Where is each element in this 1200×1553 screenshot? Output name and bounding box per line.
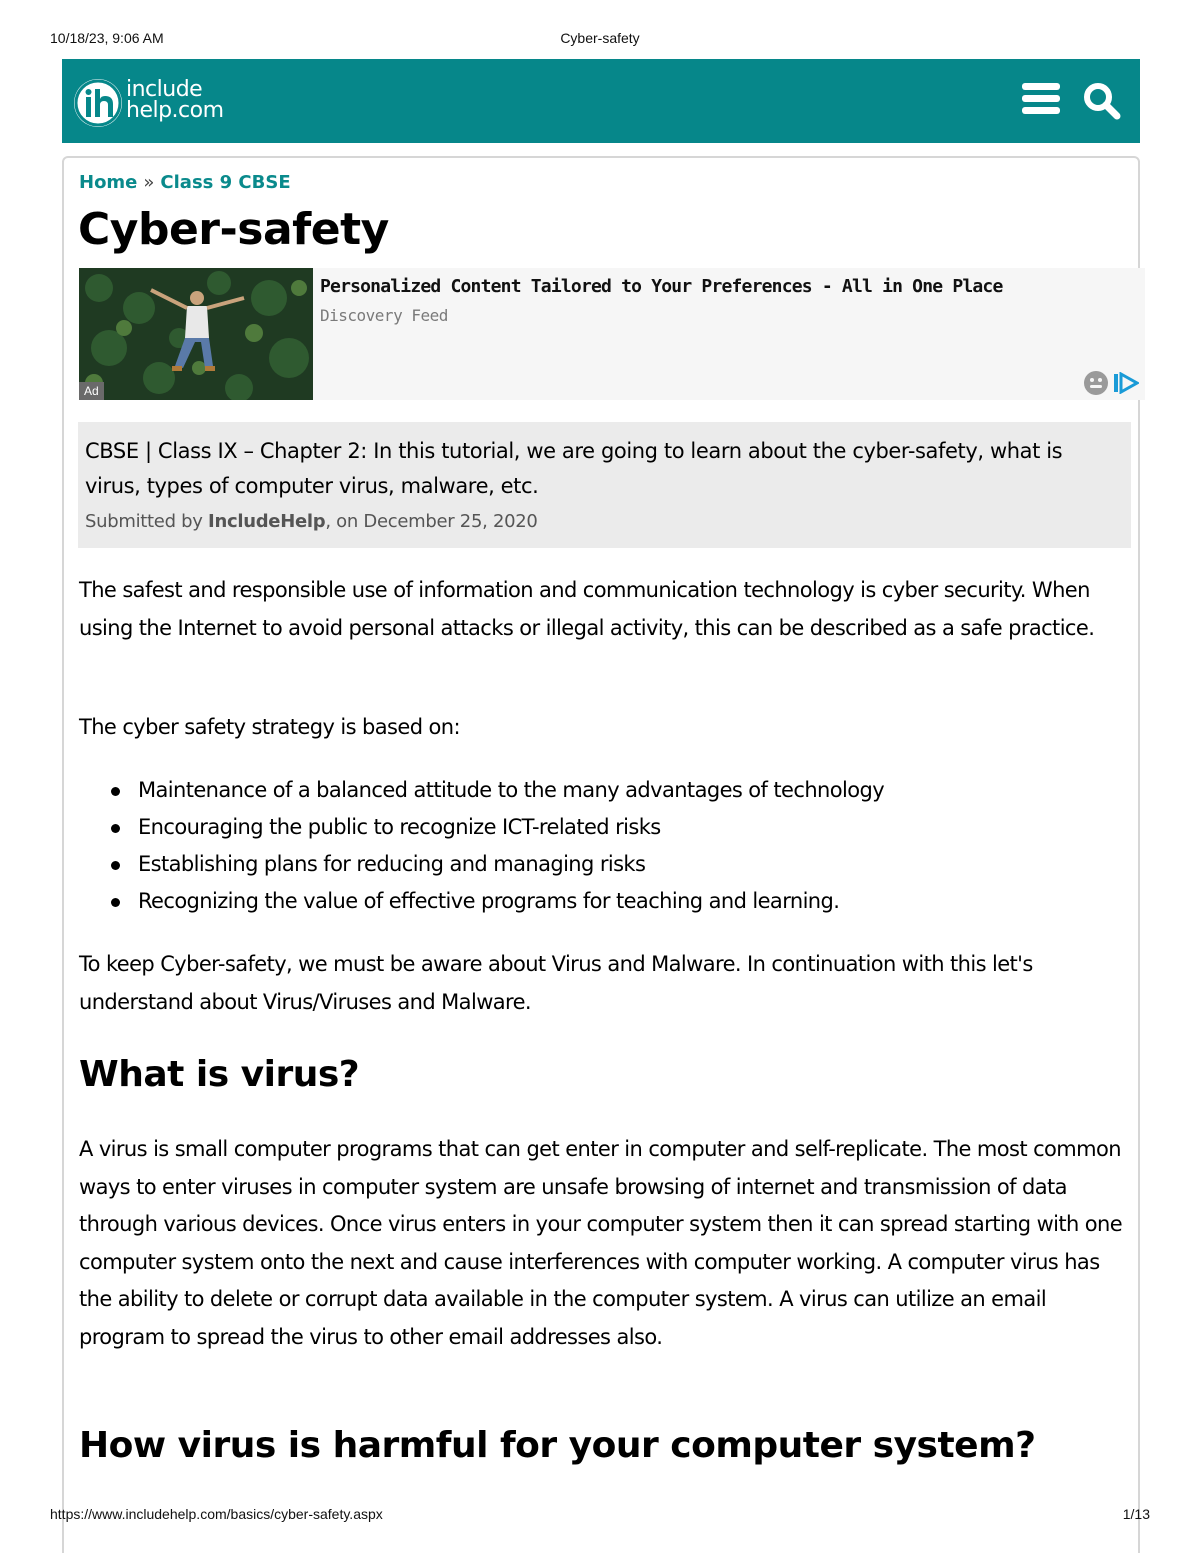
search-icon[interactable] (1082, 81, 1122, 121)
print-page-number: 1/13 (1122, 1506, 1150, 1522)
ad-feedback-icon[interactable] (1083, 370, 1109, 396)
list-item: Encouraging the public to recognize ICT-related risks (79, 809, 1129, 846)
strategy-list (79, 772, 1129, 920)
print-footer (50, 1506, 1150, 1524)
ad-label: Ad (79, 382, 104, 400)
list-item: Maintenance of a balanced attitude to the many advantages of technology (79, 772, 1129, 809)
heading-virus-harmful: How virus is harmful for your computer system? (79, 1425, 1036, 1466)
site-logo[interactable] (74, 77, 244, 127)
page-title: Cyber-safety (78, 204, 389, 255)
ad-headline[interactable]: Personalized Content Tailored to Your Preferences - All in One Place (320, 276, 1003, 297)
paragraph-strategy-intro: The cyber safety strategy is based on: (79, 715, 460, 739)
breadcrumb (79, 172, 291, 193)
print-document-title: Cyber-safety (560, 30, 640, 46)
heading-what-is-virus: What is virus? (79, 1054, 360, 1095)
ad-choices-icon[interactable] (1113, 372, 1139, 394)
logo-line-include: include (126, 77, 203, 102)
ad-banner[interactable] (79, 268, 1145, 400)
list-item: Establishing plans for reducing and managing risks (79, 846, 1129, 883)
submitted-prefix: Submitted by (85, 511, 209, 532)
logo-line-helpcom: help.com (126, 98, 224, 123)
ad-image[interactable] (79, 268, 313, 400)
author-name[interactable]: IncludeHelp (208, 511, 326, 532)
paragraph-definition: The safest and responsible use of information and communication technology is cyber security. When using the Internet to avoid personal attacks or illegal activity, this can be described as a safe practice. (79, 578, 1095, 640)
submitted-line (85, 511, 538, 532)
hamburger-menu-icon[interactable] (1022, 83, 1060, 117)
print-header (50, 30, 1150, 48)
submitted-date: , on December 25, 2020 (325, 511, 538, 532)
intro-text: CBSE | Class IX – Chapter 2: In this tutorial, we are going to learn about the cyber-safety, what is virus, types of computer virus, malware, etc. (85, 439, 1063, 498)
paragraph-virus-description: A virus is small computer programs that can get enter in computer and self-replicate. The most common ways to enter viruses in computer system are unsafe browsing of internet and transmission of data through various devices. Once virus enters in your computer system then it can spread starting with one computer system onto the next and cause interferences with computer working. A computer virus has the ability to delete or corrupt data available in the computer system. A virus can utilize an email program to spread the virus to other email addresses also. (79, 1137, 1123, 1349)
breadcrumb-category-link[interactable]: Class 9 CBSE (160, 172, 291, 193)
print-date: 10/18/23, 9:06 AM (50, 30, 164, 46)
logo-text (126, 79, 224, 121)
print-url: https://www.includehelp.com/basics/cyber-safety.aspx (50, 1506, 383, 1522)
paragraph-virus-malware: To keep Cyber-safety, we must be aware about Virus and Malware. In continuation with this let's understand about Virus/Viruses and Malware. (79, 952, 1033, 1014)
ad-source: Discovery Feed (320, 306, 448, 325)
breadcrumb-separator: » (143, 172, 155, 193)
logo-ih-icon (74, 79, 122, 127)
breadcrumb-home-link[interactable]: Home (79, 172, 138, 193)
site-header (62, 59, 1140, 143)
list-item: Recognizing the value of effective programs for teaching and learning. (79, 883, 1129, 920)
article-intro (78, 422, 1131, 548)
